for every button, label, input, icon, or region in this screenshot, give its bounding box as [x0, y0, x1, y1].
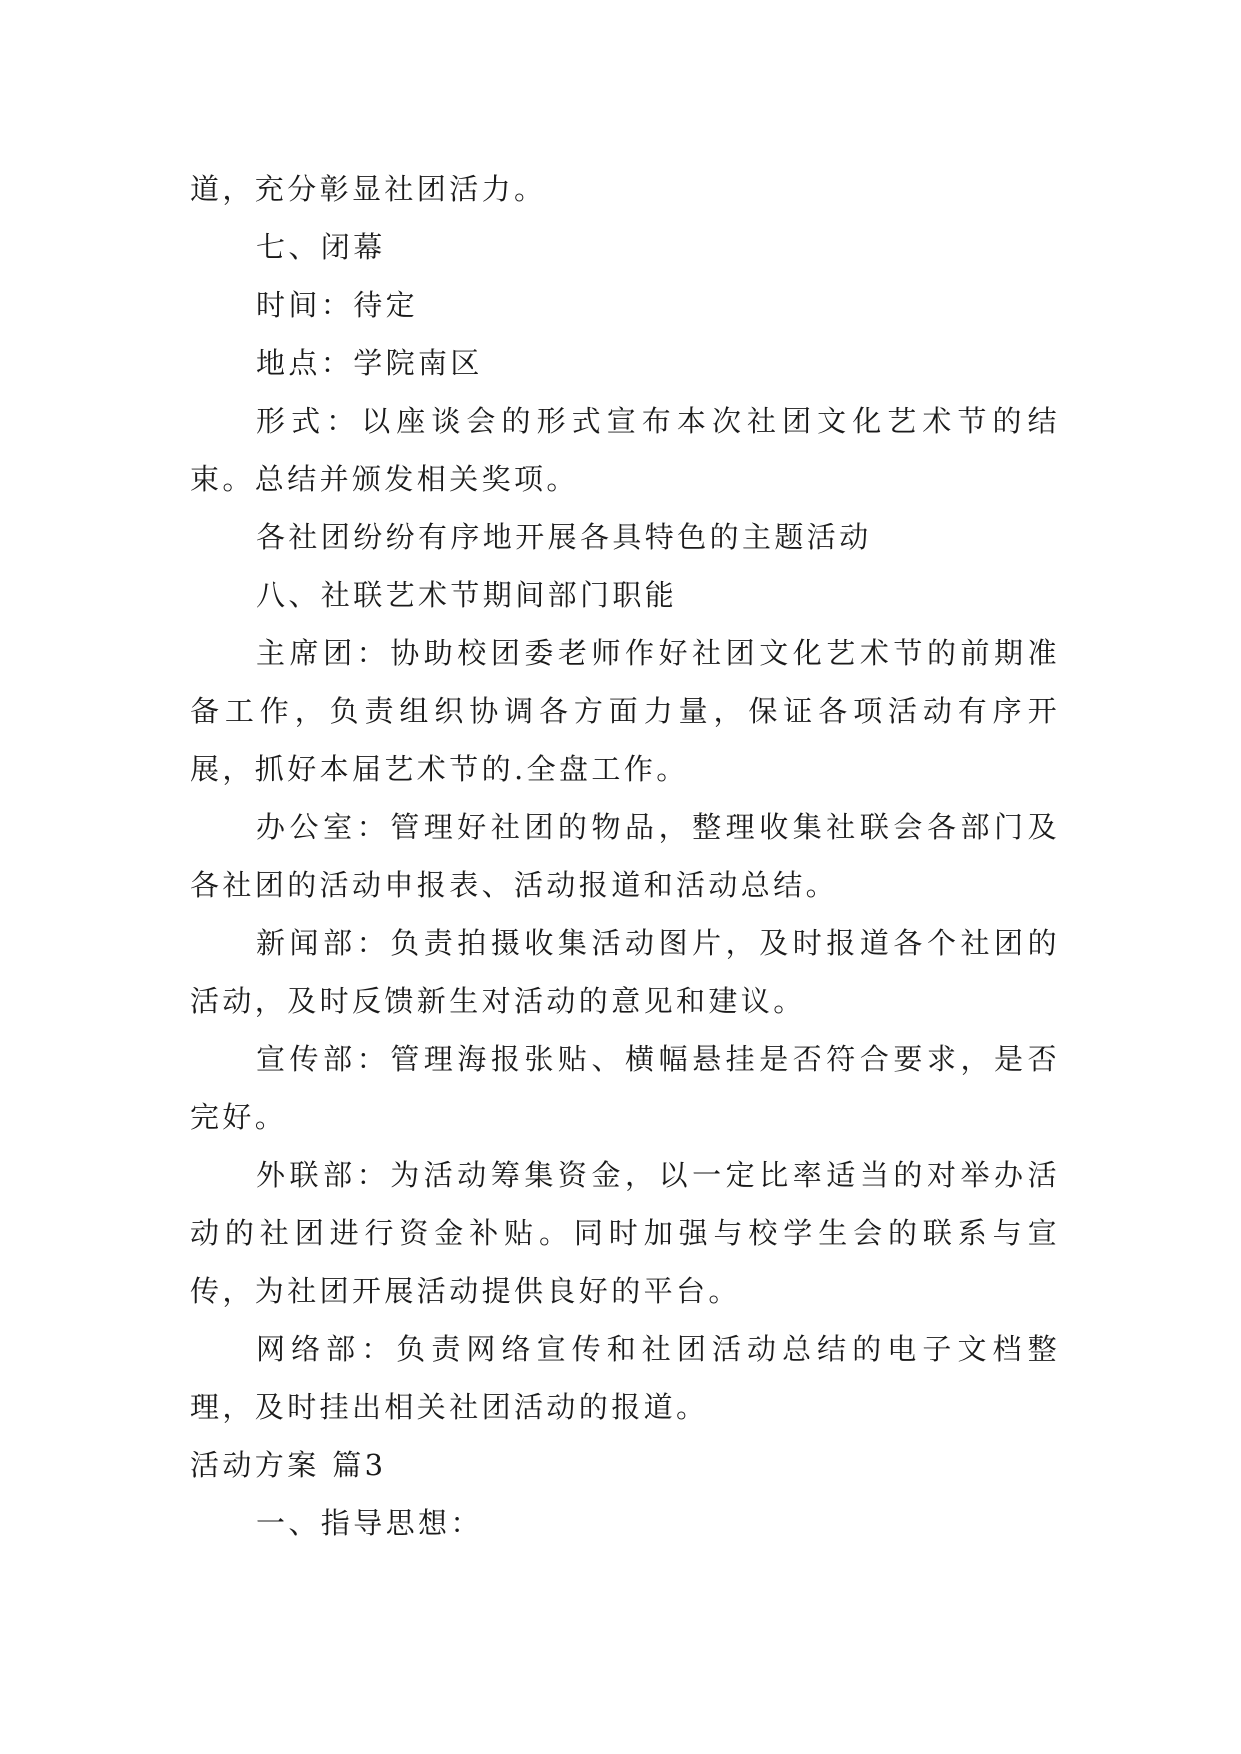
- paragraph-format: 形式：以座谈会的形式宣布本次社团文化艺术节的结束。总结并颁发相关奖项。: [190, 404, 1060, 496]
- document-body: [190, 160, 1060, 1552]
- paragraph-activities: 各社团纷纷有序地开展各具特色的主题活动: [256, 520, 872, 554]
- heading-department-functions: 八、社联艺术节期间部门职能: [256, 578, 678, 612]
- paragraph-location: 地点：学院南区: [256, 346, 483, 380]
- paragraph-publicity-dept: 宣传部：管理海报张贴、横幅悬挂是否符合要求，是否完好。: [190, 1042, 1060, 1134]
- heading-guiding-ideology: 一、指导思想：: [256, 1506, 483, 1540]
- paragraph-external-dept: 外联部：为活动筹集资金，以一定比率适当的对举办活动的社团进行资金补贴。同时加强与校学生会的联系与宣传，为社团开展活动提供良好的平台。: [190, 1158, 1060, 1308]
- paragraph-news-dept: 新闻部：负责拍摄收集活动图片，及时报道各个社团的活动，及时反馈新生对活动的意见和建议。: [190, 926, 1060, 1018]
- heading-closing: 七、闭幕: [256, 230, 386, 264]
- paragraph-network-dept: 网络部：负责网络宣传和社团活动总结的电子文档整理，及时挂出相关社团活动的报道。: [190, 1332, 1060, 1424]
- section-title-plan-3: 活动方案 篇3: [190, 1448, 387, 1482]
- paragraph-continuation: 道，充分彰显社团活力。: [190, 172, 547, 206]
- paragraph-presidium: 主席团：协助校团委老师作好社团文化艺术节的前期准备工作，负责组织协调各方面力量，保证各项活动有序开展，抓好本届艺术节的.全盘工作。: [190, 636, 1060, 786]
- paragraph-time: 时间：待定: [256, 288, 419, 322]
- paragraph-office: 办公室：管理好社团的物品，整理收集社联会各部门及各社团的活动申报表、活动报道和活动总结。: [190, 810, 1060, 902]
